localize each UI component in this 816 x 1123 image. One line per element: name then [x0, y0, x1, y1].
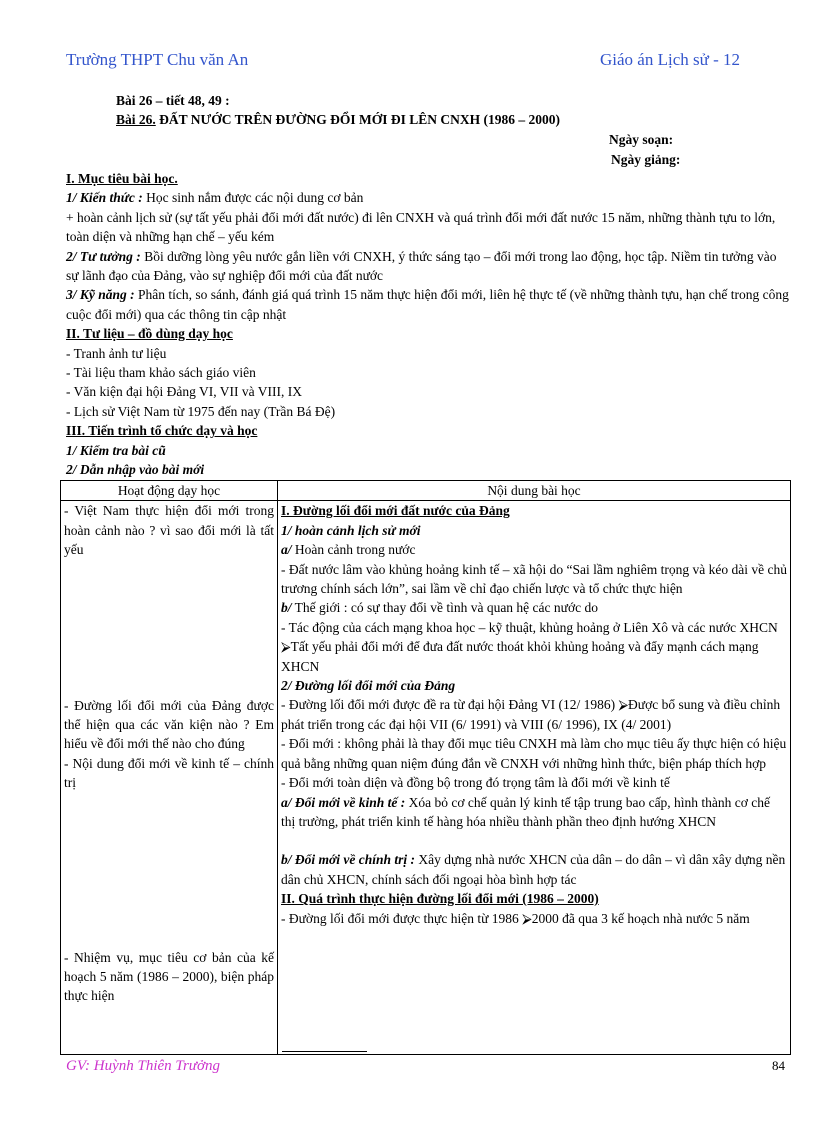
content-line: ⮚Tất yếu phải đổi mới để đưa đất nước thoát khỏi khủng hoảng và đẩy mạnh cách mạng XHCN — [281, 639, 759, 674]
subject-title: Giáo án Lịch sử - 12 — [600, 50, 740, 69]
thought-text: Bồi dưỡng lòng yêu nước gắn liền với CNXH, ý thức sáng tạo – đổi mới trong lao động, học tập. Niềm tin tưởng vào sự lãnh đạo của Đảng, vào sự nghiệp đổi mới của đất nước — [66, 248, 777, 284]
skill-para — [66, 285, 791, 324]
material-item: - Văn kiện đại hội Đảng VI, VII và VIII, IX — [66, 384, 302, 400]
activity-question: - Đường lối đổi mới của Đảng được thể hiện qua các văn kiện nào ? Em hiểu về đổi mới thế nào cho đúng — [64, 697, 274, 752]
item-text: Xây dựng nhà nước XHCN của dân – do dân – vì dân xây dựng nền dân chủ XHCN, chính sách đối ngoại hòa bình hợp tác — [281, 852, 786, 887]
page-number: 84 — [772, 1058, 785, 1073]
subsection-heading: 2/ Đường lối đổi mới của Đảng — [281, 678, 456, 694]
activity-question: - Việt Nam thực hiện đổi mới trong hoàn cảnh nào ? vì sao đổi mới là tất yếu — [64, 503, 274, 558]
content-line — [281, 850, 787, 889]
item-label: b/ — [281, 600, 292, 616]
skill-text: Phân tích, so sánh, đánh giá quá trình 15 năm thực hiện đổi mới, liên hệ thực tế (về những thành tựu, hạn chế trong công cuộc đổi mới) qua các thông tin cập nhật — [66, 287, 789, 322]
table-header-row — [61, 481, 791, 501]
activity-question: - Nội dung đổi mới về kinh tế – chính trị — [64, 755, 274, 791]
date-taught: Ngày giảng: — [611, 152, 681, 167]
school-name: Trường THPT Chu văn An — [66, 50, 249, 69]
thought-para — [66, 247, 791, 286]
process-step-1: 1/ Kiểm tra bài cũ — [66, 442, 166, 458]
content-line: - Đất nước lâm vào khủng hoảng kinh tế – xã hội do “Sai lầm nghiêm trọng và kéo dài về chủ trương chính sách lớn”, sai lầm về chỉ đạo chiến lược và tổ chức thực hiện — [281, 561, 787, 597]
item-label: a/ Đổi mới về kinh tế : — [281, 794, 406, 810]
lesson-period: Bài 26 – tiết 48, 49 : — [116, 93, 230, 108]
process-heading: III. Tiến trình tổ chức dạy và học — [66, 423, 258, 439]
activities-cell — [61, 501, 278, 1055]
item-text: Thế giới : có sự thay đổi về tình và quan hệ các nước do — [291, 600, 598, 616]
item-text: Hoàn cảnh trong nước — [291, 542, 416, 558]
process-step-2: 2/ Dẫn nhập vào bài mới — [66, 462, 205, 478]
material-item: - Tài liệu tham khảo sách giáo viên — [66, 365, 256, 381]
lesson-table — [60, 480, 791, 1055]
item-label: b/ Đổi mới về chính trị : — [281, 852, 415, 868]
lesson-number: Bài 26. — [116, 112, 156, 127]
teacher-name: GV: Huỳnh Thiên Trưởng — [66, 1058, 220, 1074]
table-row — [61, 501, 791, 1055]
activity-question: - Nhiệm vụ, mục tiêu cơ bản của kế hoạch 5 năm (1986 – 2000), biện pháp thực hiện — [64, 949, 274, 1004]
skill-label: 3/ Kỹ năng : — [66, 287, 135, 303]
content-line: - Đổi mới : không phải là thay đổi mục tiêu CNXH mà làm cho mục tiêu ấy thực hiện có hiệu quả bằng những quan niệm đúng đắn về CNXH với những hình thức, biện pháp thích hợp — [281, 736, 787, 771]
content-line — [281, 793, 787, 832]
content-line — [281, 598, 787, 617]
content-line: - Tác động của cách mạng khoa học – kỹ thuật, khủng hoảng ở Liên Xô và các nước XHCN — [281, 619, 778, 635]
knowledge-detail: + hoàn cảnh lịch sử (sự tất yếu phải đổi mới đất nước) đi lên CNXH và quá trình đổi mới đất nước 15 năm, những thành tựu to lớn, toàn diện và những hạn chế – yếu kém — [66, 209, 776, 245]
knowledge-text: Học sinh nắm được các nội dung cơ bản — [142, 190, 364, 206]
date-prepared: Ngày soạn: — [609, 132, 674, 147]
section-heading: II. Quá trình thực hiện đường lối đổi mới (1986 – 2000) — [281, 891, 599, 907]
lesson-body — [66, 169, 791, 480]
knowledge-para — [66, 188, 791, 207]
section-heading: I. Đường lối đổi mới đất nước của Đảng — [281, 503, 510, 519]
materials-heading: II. Tư liệu – đồ dùng dạy học — [66, 326, 233, 342]
thought-label: 2/ Tư tưởng : — [66, 248, 141, 264]
content-line: - Đường lối đổi mới được thực hiện từ 1986 ⮚2000 đã qua 3 kế hoạch nhà nước 5 năm — [281, 910, 750, 926]
knowledge-label: 1/ Kiến thức : — [66, 190, 143, 206]
content-line: - Đường lối đổi mới được đề ra từ đại hội Đảng VI (12/ 1986) ⮚Được bổ sung và điều chỉnh phát triển trong các đại hội VII (6/ 1991) và VIII (6/ 1996), IX (4/ 2001) — [281, 697, 781, 732]
col-header-content: Nội dung bài học — [278, 481, 791, 501]
lesson-title-text: ĐẤT NƯỚC TRÊN ĐƯỜNG ĐỔI MỚI ĐI LÊN CNXH (1986 – 2000) — [155, 112, 561, 127]
material-item: - Tranh ảnh tư liệu — [66, 345, 167, 361]
col-header-activities: Hoạt động dạy học — [61, 481, 278, 501]
material-item: - Lịch sử Việt Nam từ 1975 đến nay (Trần Bá Đệ) — [66, 403, 336, 419]
content-cell — [278, 501, 791, 1055]
item-text: Xóa bỏ cơ chế quản lý kinh tế tập trung bao cấp, hình thành cơ chế thị trường, phát triển kinh tế hàng hóa nhiều thành phần theo định hướng XHCN — [281, 794, 771, 829]
lesson-title — [116, 110, 560, 129]
objectives-heading: I. Mục tiêu bài học. — [66, 171, 178, 186]
content-line — [281, 540, 787, 559]
subsection-heading: 1/ hoàn cảnh lịch sử mới — [281, 522, 421, 538]
table-bottom-stub — [282, 1051, 367, 1052]
content-line: - Đổi mới toàn diện và đồng bộ trong đó trọng tâm là đổi mới về kinh tế — [281, 775, 670, 791]
item-label: a/ — [281, 542, 292, 558]
